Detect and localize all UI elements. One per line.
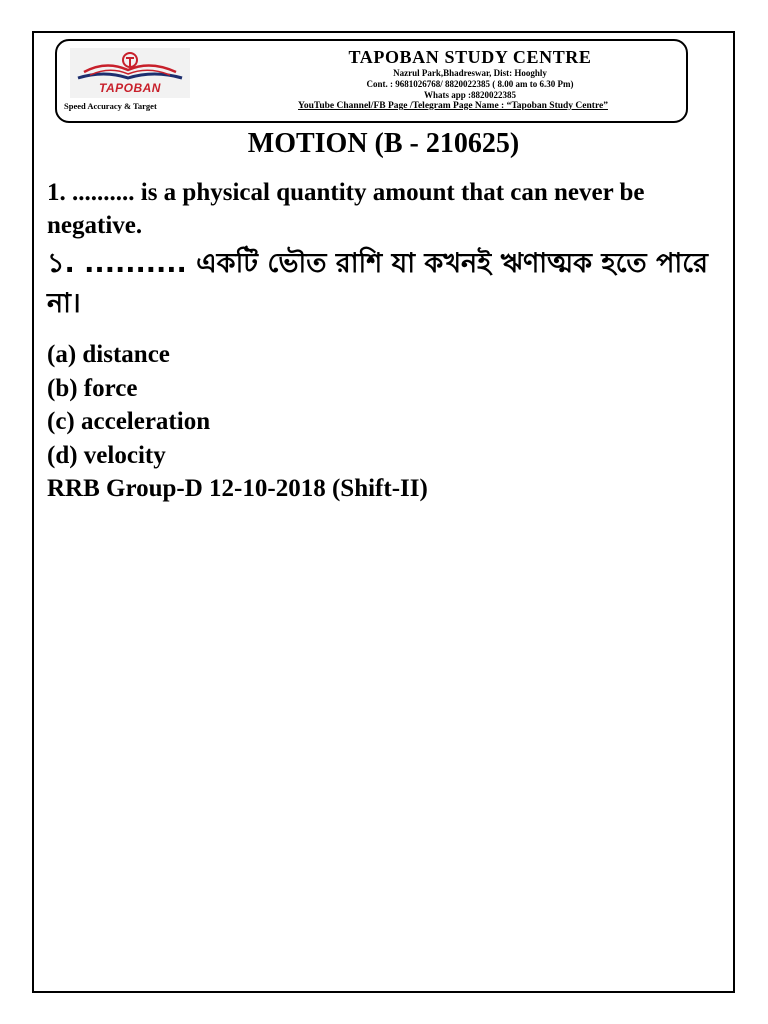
whatsapp-line: Whats app :8820022385 [423,90,516,100]
option-c: (c) acceleration [47,408,211,435]
center-name: TAPOBAN STUDY CENTRE [348,47,592,67]
option-d: (d) velocity [47,441,166,469]
question-bengali: ১. .......... একটি ভৌত রাশি যা কখনই ঋণাত্মক হতে পারে না। [47,248,708,319]
tapoban-logo [70,48,190,98]
tagline: Speed Accuracy & Target [64,101,157,111]
question-english: 1. .......... is a physical quantity amount that can never be negative. [47,179,645,239]
exam-source: RRB Group-D 12-10-2018 (Shift-II) [47,475,428,502]
address-line: Nazrul Park,Bhadreswar, Dist: Hooghly [393,68,547,78]
logo-text: TAPOBAN [99,81,161,95]
options-list [47,338,727,506]
page-title: MOTION (B - 210625) [247,128,520,159]
option-a: (a) distance [47,341,170,368]
contact-line: Cont. : 9681026768/ 8820022385 ( 8.00 am to 6.30 Pm) [366,79,574,89]
book-emblem-icon [70,48,190,84]
social-line: YouTube Channel/FB Page /Telegram Page Name : “Tapoban Study Centre” [298,101,608,111]
option-b: (b) force [47,374,138,402]
